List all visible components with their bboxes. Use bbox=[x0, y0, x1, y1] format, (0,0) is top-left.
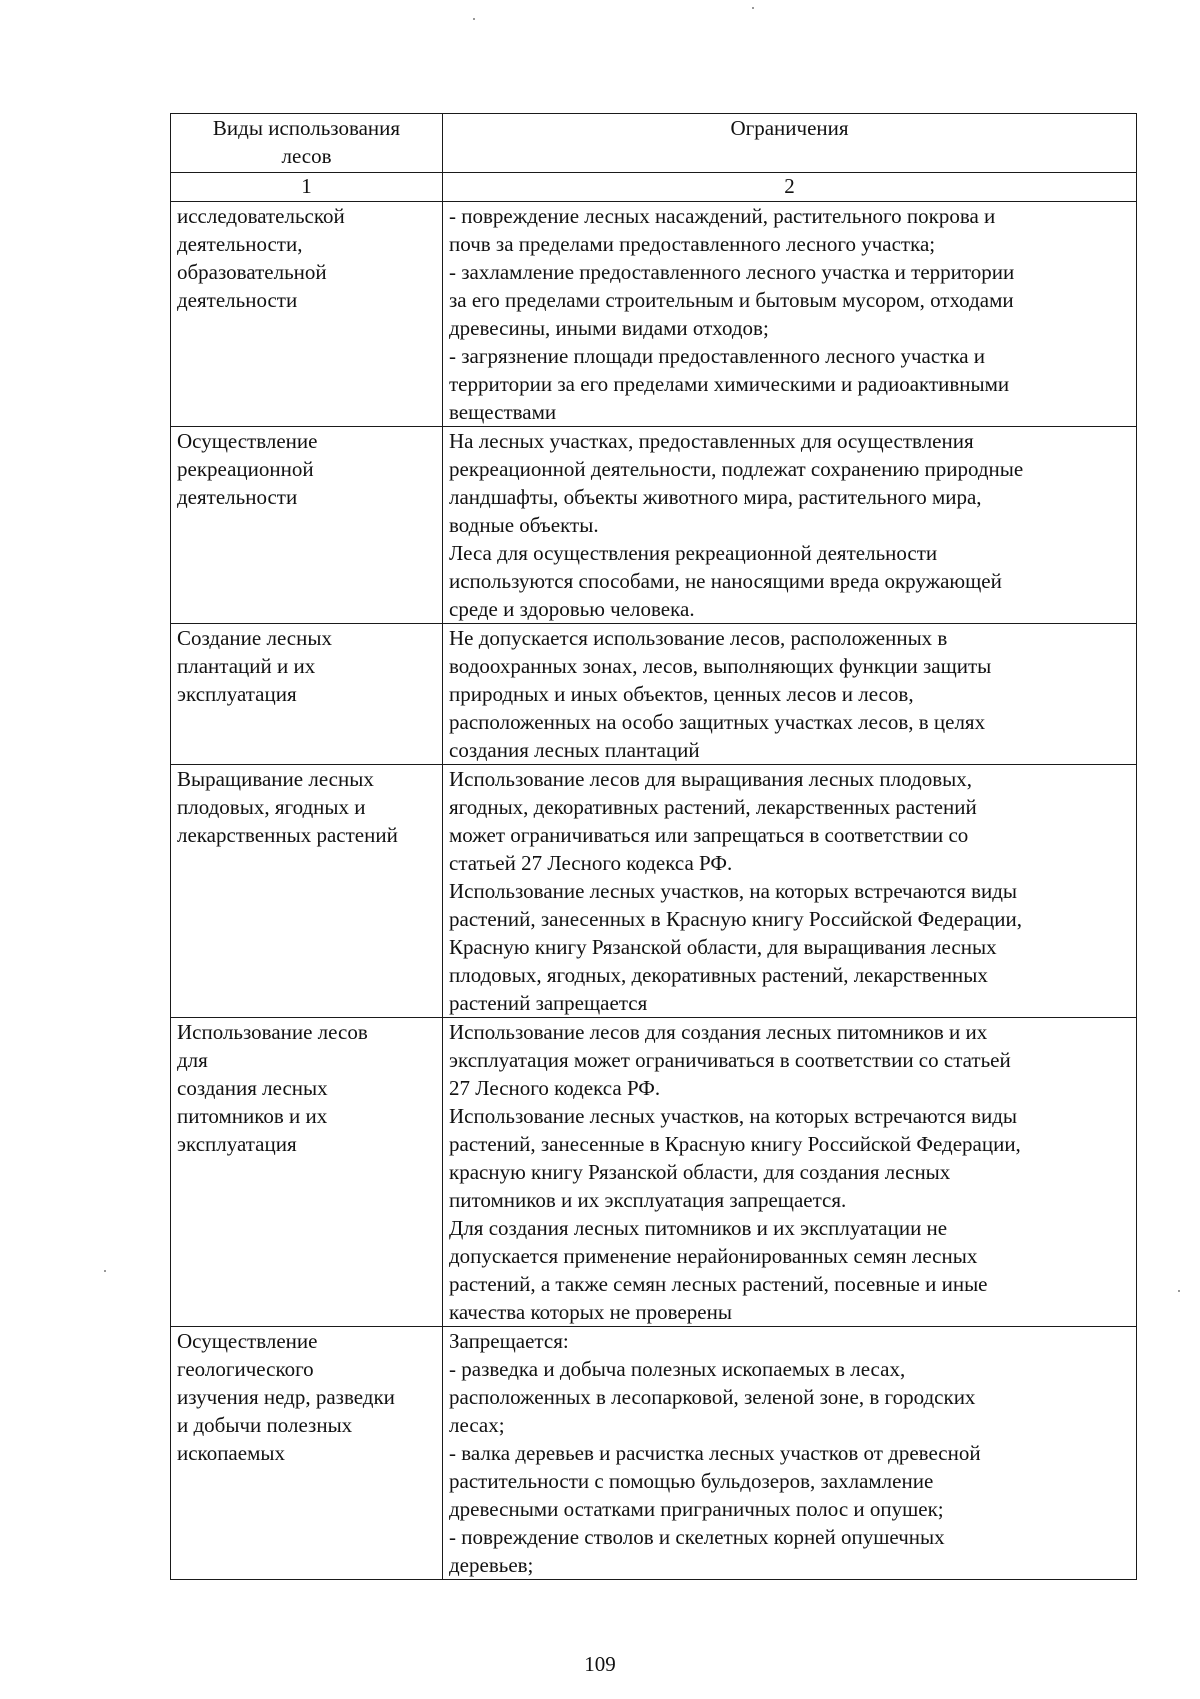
scan-speck bbox=[473, 18, 475, 20]
restrictions-cell bbox=[443, 1018, 1137, 1327]
table-row bbox=[171, 427, 1137, 624]
restriction-line: статьей 27 Лесного кодекса РФ. bbox=[449, 851, 733, 875]
usage-type-cell bbox=[171, 1327, 443, 1580]
restriction-line: эксплуатация может ограничиваться в соответствии со статьей bbox=[449, 1048, 1011, 1072]
column-number-2: 2 bbox=[443, 173, 1137, 202]
usage-type-line: лекарственных растений bbox=[177, 823, 398, 847]
usage-type-cell bbox=[171, 765, 443, 1018]
restriction-line: лесах; bbox=[449, 1413, 505, 1437]
restriction-line: ягодных, декоративных растений, лекарственных растений bbox=[449, 795, 977, 819]
usage-type-line: Использование лесов bbox=[177, 1020, 368, 1044]
restriction-line: Не допускается использование лесов, расположенных в bbox=[449, 626, 948, 650]
table-row bbox=[171, 202, 1137, 427]
restriction-line: может ограничиваться или запрещаться в соответствии со bbox=[449, 823, 969, 847]
restriction-line: - разведка и добыча полезных ископаемых в лесах, bbox=[449, 1357, 906, 1381]
table-row bbox=[171, 765, 1137, 1018]
usage-type-cell bbox=[171, 202, 443, 427]
usage-type-line: и добычи полезных bbox=[177, 1413, 353, 1437]
restriction-line: среде и здоровью человека. bbox=[449, 597, 695, 621]
restriction-line: растений, а также семян лесных растений, посевные и иные bbox=[449, 1272, 988, 1296]
restriction-line: качества которых не проверены bbox=[449, 1300, 732, 1324]
usage-type-line: образовательной bbox=[177, 260, 327, 284]
table-row bbox=[171, 1327, 1137, 1580]
usage-type-line: геологического bbox=[177, 1357, 314, 1381]
restriction-line: красную книгу Рязанской области, для создания лесных bbox=[449, 1160, 951, 1184]
restriction-line: - повреждение стволов и скелетных корней опушечных bbox=[449, 1525, 945, 1549]
restriction-line: плодовых, ягодных, декоративных растений, лекарственных bbox=[449, 963, 988, 987]
restriction-line: водоохранных зонах, лесов, выполняющих функции защиты bbox=[449, 654, 992, 678]
usage-type-line: эксплуатация bbox=[177, 1132, 297, 1156]
table-body bbox=[171, 202, 1137, 1580]
restrictions-cell bbox=[443, 765, 1137, 1018]
usage-type-line: рекреационной bbox=[177, 457, 314, 481]
usage-type-cell bbox=[171, 1018, 443, 1327]
usage-type-line: создания лесных bbox=[177, 1076, 328, 1100]
table-head bbox=[171, 114, 1137, 202]
header-line: лесов bbox=[281, 144, 332, 168]
restriction-line: допускается применение нерайонированных семян лесных bbox=[449, 1244, 978, 1268]
usage-type-line: деятельности bbox=[177, 485, 298, 509]
restriction-line: древесными остатками приграничных полос и опушек; bbox=[449, 1497, 944, 1521]
usage-type-cell bbox=[171, 624, 443, 765]
restriction-line: деревьев; bbox=[449, 1553, 534, 1577]
forest-use-restrictions-table bbox=[170, 113, 1137, 1580]
restriction-line: растительности с помощью бульдозеров, захламление bbox=[449, 1469, 934, 1493]
restriction-line: Для создания лесных питомников и их эксплуатации не bbox=[449, 1216, 948, 1240]
table-row bbox=[171, 1018, 1137, 1327]
restriction-line: - загрязнение площади предоставленного лесного участка и bbox=[449, 344, 986, 368]
scan-speck bbox=[752, 7, 754, 9]
restriction-line: территории за его пределами химическими и радиоактивными bbox=[449, 372, 1010, 396]
restriction-line: почв за пределами предоставленного лесного участка; bbox=[449, 232, 936, 256]
restriction-line: растений запрещается bbox=[449, 991, 648, 1015]
usage-type-line: изучения недр, разведки bbox=[177, 1385, 395, 1409]
usage-type-line: Осуществление bbox=[177, 1329, 318, 1353]
restrictions-cell bbox=[443, 624, 1137, 765]
usage-type-line: плодовых, ягодных и bbox=[177, 795, 366, 819]
restriction-line: 27 Лесного кодекса РФ. bbox=[449, 1076, 661, 1100]
restriction-line: Леса для осуществления рекреационной деятельности bbox=[449, 541, 938, 565]
header-cell-restrictions bbox=[443, 114, 1137, 173]
page-number: 109 bbox=[584, 1652, 616, 1676]
scan-speck bbox=[1178, 1290, 1180, 1292]
restrictions-cell bbox=[443, 1327, 1137, 1580]
table-row bbox=[171, 624, 1137, 765]
usage-type-line: питомников и их bbox=[177, 1104, 328, 1128]
restriction-line: за его пределами строительным и бытовым мусором, отходами bbox=[449, 288, 1014, 312]
restriction-line: расположенных на особо защитных участках лесов, в целях bbox=[449, 710, 986, 734]
restrictions-cell bbox=[443, 427, 1137, 624]
restriction-line: Использование лесных участков, на которых встречаются виды bbox=[449, 1104, 1018, 1128]
restriction-line: Использование лесов для выращивания лесных плодовых, bbox=[449, 767, 972, 791]
restriction-line: рекреационной деятельности, подлежат сохранению природные bbox=[449, 457, 1024, 481]
usage-type-line: Создание лесных bbox=[177, 626, 332, 650]
restriction-line: водные объекты. bbox=[449, 513, 599, 537]
restriction-line: растений, занесенные в Красную книгу Российской Федерации, bbox=[449, 1132, 1021, 1156]
scan-speck bbox=[104, 1270, 106, 1272]
usage-type-line: исследовательской bbox=[177, 204, 345, 228]
usage-type-line: эксплуатация bbox=[177, 682, 297, 706]
restriction-line: питомников и их эксплуатация запрещается. bbox=[449, 1188, 847, 1212]
usage-type-cell bbox=[171, 427, 443, 624]
header-line: Виды использования bbox=[212, 116, 401, 140]
restriction-line: Использование лесных участков, на которых встречаются виды bbox=[449, 879, 1018, 903]
restriction-line: используются способами, не наносящими вреда окружающей bbox=[449, 569, 1002, 593]
restriction-line: - повреждение лесных насаждений, растительного покрова и bbox=[449, 204, 996, 228]
restriction-line: Красную книгу Рязанской области, для выращивания лесных bbox=[449, 935, 997, 959]
usage-type-line: Выращивание лесных bbox=[177, 767, 374, 791]
restriction-line: ландшафты, объекты животного мира, растительного мира, bbox=[449, 485, 982, 509]
restriction-line: - валка деревьев и расчистка лесных участков от древесной bbox=[449, 1441, 981, 1465]
column-number-1: 1 bbox=[171, 173, 443, 202]
restriction-line: Запрещается: bbox=[449, 1329, 569, 1353]
restriction-line: веществами bbox=[449, 400, 557, 424]
usage-type-line: плантаций и их bbox=[177, 654, 316, 678]
usage-type-line: Осуществление bbox=[177, 429, 318, 453]
restriction-line: - захламление предоставленного лесного участка и территории bbox=[449, 260, 1015, 284]
restriction-line: расположенных в лесопарковой, зеленой зоне, в городских bbox=[449, 1385, 976, 1409]
header-cell-usage-types bbox=[171, 114, 443, 173]
usage-type-line: для bbox=[177, 1048, 208, 1072]
usage-type-line: ископаемых bbox=[177, 1441, 285, 1465]
header-line: Ограничения bbox=[730, 116, 849, 140]
header-row bbox=[171, 114, 1137, 173]
restriction-line: создания лесных плантаций bbox=[449, 738, 700, 762]
restriction-line: природных и иных объектов, ценных лесов и лесов, bbox=[449, 682, 914, 706]
usage-type-line: деятельности bbox=[177, 288, 298, 312]
restriction-line: На лесных участках, предоставленных для осуществления bbox=[449, 429, 974, 453]
restrictions-cell bbox=[443, 202, 1137, 427]
restriction-line: растений, занесенных в Красную книгу Российской Федерации, bbox=[449, 907, 1022, 931]
restriction-line: древесины, иными видами отходов; bbox=[449, 316, 769, 340]
numbering-row bbox=[171, 173, 1137, 202]
restriction-line: Использование лесов для создания лесных питомников и их bbox=[449, 1020, 988, 1044]
usage-type-line: деятельности, bbox=[177, 232, 303, 256]
